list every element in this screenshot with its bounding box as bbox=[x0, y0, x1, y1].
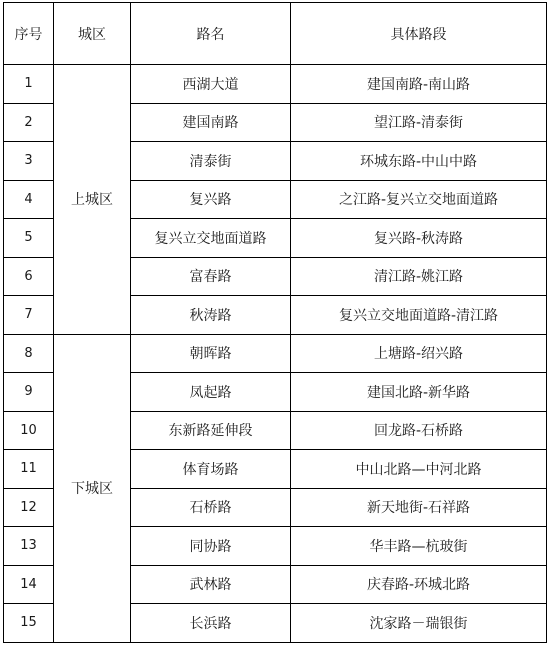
header-no: 序号 bbox=[4, 3, 54, 65]
row-number: 10 bbox=[4, 411, 54, 450]
road-table bbox=[3, 2, 547, 643]
header-district: 城区 bbox=[54, 3, 131, 65]
road-segment-cell: 清江路-姚江路 bbox=[291, 257, 547, 296]
road-segment-cell: 复兴立交地面道路-清江路 bbox=[291, 296, 547, 335]
road-name-cell: 体育场路 bbox=[131, 450, 291, 489]
road-segment-cell: 新天地街-石祥路 bbox=[291, 488, 547, 527]
road-segment-cell: 中山北路—中河北路 bbox=[291, 450, 547, 489]
road-name-cell: 东新路延伸段 bbox=[131, 411, 291, 450]
road-name-cell: 复兴路 bbox=[131, 180, 291, 219]
road-segment-cell: 华丰路—杭玻街 bbox=[291, 527, 547, 566]
row-number: 8 bbox=[4, 334, 54, 373]
header-segment: 具体路段 bbox=[291, 3, 547, 65]
row-number: 9 bbox=[4, 373, 54, 412]
row-number: 14 bbox=[4, 565, 54, 604]
road-segment-cell: 庆春路-环城北路 bbox=[291, 565, 547, 604]
road-name-cell: 长浜路 bbox=[131, 604, 291, 643]
road-segment-cell: 环城东路-中山中路 bbox=[291, 142, 547, 181]
row-number: 15 bbox=[4, 604, 54, 643]
table-row bbox=[4, 65, 547, 104]
district-cell: 下城区 bbox=[54, 334, 131, 642]
road-name-cell: 清泰街 bbox=[131, 142, 291, 181]
row-number: 11 bbox=[4, 450, 54, 489]
road-name-cell: 石桥路 bbox=[131, 488, 291, 527]
road-name-cell: 复兴立交地面道路 bbox=[131, 219, 291, 258]
row-number: 2 bbox=[4, 103, 54, 142]
road-name-cell: 西湖大道 bbox=[131, 65, 291, 104]
row-number: 5 bbox=[4, 219, 54, 258]
row-number: 7 bbox=[4, 296, 54, 335]
road-name-cell: 秋涛路 bbox=[131, 296, 291, 335]
district-cell: 上城区 bbox=[54, 65, 131, 335]
road-name-cell: 富春路 bbox=[131, 257, 291, 296]
road-segment-cell: 上塘路-绍兴路 bbox=[291, 334, 547, 373]
road-segment-cell: 建国南路-南山路 bbox=[291, 65, 547, 104]
road-name-cell: 朝晖路 bbox=[131, 334, 291, 373]
road-segment-cell: 沈家路－瑞银街 bbox=[291, 604, 547, 643]
road-segment-cell: 回龙路-石桥路 bbox=[291, 411, 547, 450]
road-name-cell: 同协路 bbox=[131, 527, 291, 566]
header-road: 路名 bbox=[131, 3, 291, 65]
row-number: 6 bbox=[4, 257, 54, 296]
table-header-row bbox=[4, 3, 547, 65]
road-segment-cell: 望江路-清泰街 bbox=[291, 103, 547, 142]
road-name-cell: 凤起路 bbox=[131, 373, 291, 412]
row-number: 12 bbox=[4, 488, 54, 527]
road-name-cell: 武林路 bbox=[131, 565, 291, 604]
row-number: 4 bbox=[4, 180, 54, 219]
row-number: 1 bbox=[4, 65, 54, 104]
road-segment-cell: 复兴路-秋涛路 bbox=[291, 219, 547, 258]
table-row bbox=[4, 334, 547, 373]
table-body bbox=[4, 65, 547, 643]
road-segment-cell: 之江路-复兴立交地面道路 bbox=[291, 180, 547, 219]
road-name-cell: 建国南路 bbox=[131, 103, 291, 142]
road-segment-cell: 建国北路-新华路 bbox=[291, 373, 547, 412]
row-number: 3 bbox=[4, 142, 54, 181]
row-number: 13 bbox=[4, 527, 54, 566]
